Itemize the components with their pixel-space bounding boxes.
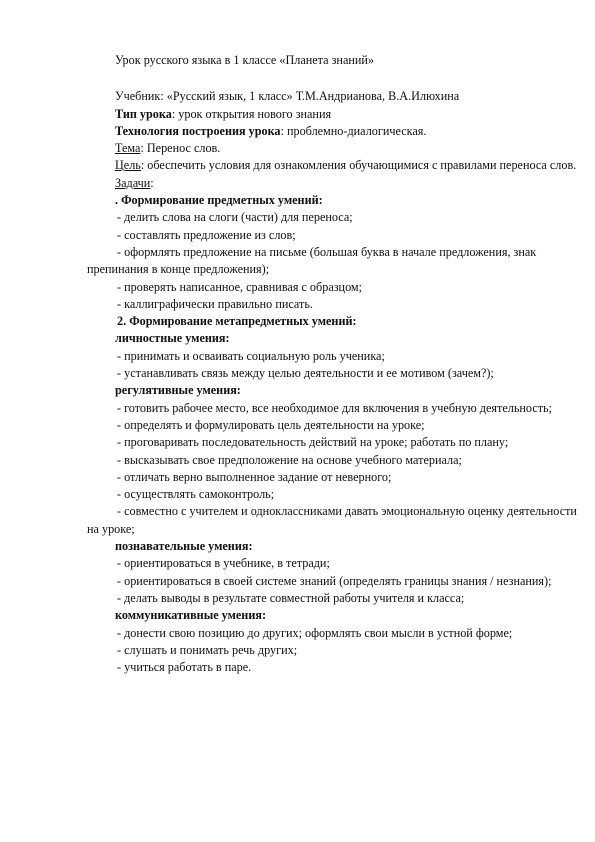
topic-line (87, 140, 585, 157)
regulative-item: - осуществлять самоконтроль; (117, 487, 275, 502)
topic-label: Тема (115, 141, 141, 156)
tasks-line (87, 175, 585, 192)
communicative-skills-heading: коммуникативные умения: (115, 608, 267, 623)
subject-item: - оформлять предложение на письме (большая буква в начале предложения, знак препинания в конце предложения); (87, 244, 537, 277)
goal-label: Цель (115, 158, 141, 173)
meta-skills-heading: 2. Формирование метапредметных умений: (117, 314, 357, 329)
lesson-type-value: : урок открытия нового знания (171, 106, 332, 121)
personal-item: - принимать и осваивать социальную роль ученика; (117, 348, 385, 363)
regulative-item: - высказывать свое предположение на основе учебного материала; (117, 452, 462, 467)
regulative-item: - совместно с учителем и одноклассниками давать эмоциональную оценку деятельности на уроке; (87, 504, 577, 536)
cognitive-item: - ориентироваться в учебнике, в тетради; (117, 556, 330, 571)
lesson-type-line (87, 106, 585, 123)
cognitive-skills-heading: познавательные умения: (115, 539, 253, 554)
regulative-item: - отличать верно выполненное задание от неверного; (117, 469, 392, 484)
spacer (87, 69, 585, 88)
subject-item: - каллиграфически правильно писать. (117, 296, 313, 311)
textbook-line: Учебник: «Русский язык, 1 класс» Т.М.Андрианова, В.А.Илюхина (115, 89, 460, 104)
subject-item: - проверять написанное, сравнивая с образцом; (117, 279, 363, 294)
communicative-item: - учиться работать в паре. (117, 660, 252, 675)
lesson-title: Урок русского языка в 1 классе «Планета знаний» (115, 53, 375, 67)
goal-value: : обеспечить условия для ознакомления обучающимися с правилами переноса слов. (140, 158, 577, 173)
communicative-item: - слушать и понимать речь других; (117, 642, 298, 657)
regulative-item: - определять и формулировать цель деятельности на уроке; (117, 417, 425, 432)
goal-line (87, 157, 585, 174)
subject-skills-heading: . Формирование предметных умений: (115, 193, 323, 208)
tasks-colon: : (150, 175, 154, 190)
regulative-skills-heading: регулятивные умения: (115, 383, 241, 398)
technology-label: Технология построения урока (115, 123, 281, 138)
communicative-item: - донести свою позицию до других; оформлять свои мысли в устной форме; (117, 625, 513, 640)
subject-item: - делить слова на слоги (части) для переноса; (117, 210, 353, 225)
personal-item: - устанавливать связь между целью деятельности и ее мотивом (зачем?); (117, 366, 494, 381)
regulative-item: - готовить рабочее место, все необходимое для включения в учебную деятельность; (117, 400, 552, 415)
personal-skills-heading: личностные умения: (115, 331, 230, 346)
regulative-item: - проговаривать последовательность действий на уроке; работать по плану; (117, 435, 509, 450)
lesson-plan (87, 52, 585, 676)
cognitive-item: - делать выводы в результате совместной работы учителя и класса; (117, 590, 465, 605)
cognitive-item: - ориентироваться в своей системе знаний (определять границы знания / незнания); (117, 573, 552, 588)
tasks-label: Задачи (115, 175, 151, 190)
topic-value: : Перенос слов. (140, 141, 221, 156)
lesson-type-label: Тип урока (115, 106, 172, 121)
subject-item: - составлять предложение из слов; (117, 227, 296, 242)
technology-line (87, 123, 585, 140)
technology-value: : проблемно-диалогическая. (280, 123, 427, 138)
